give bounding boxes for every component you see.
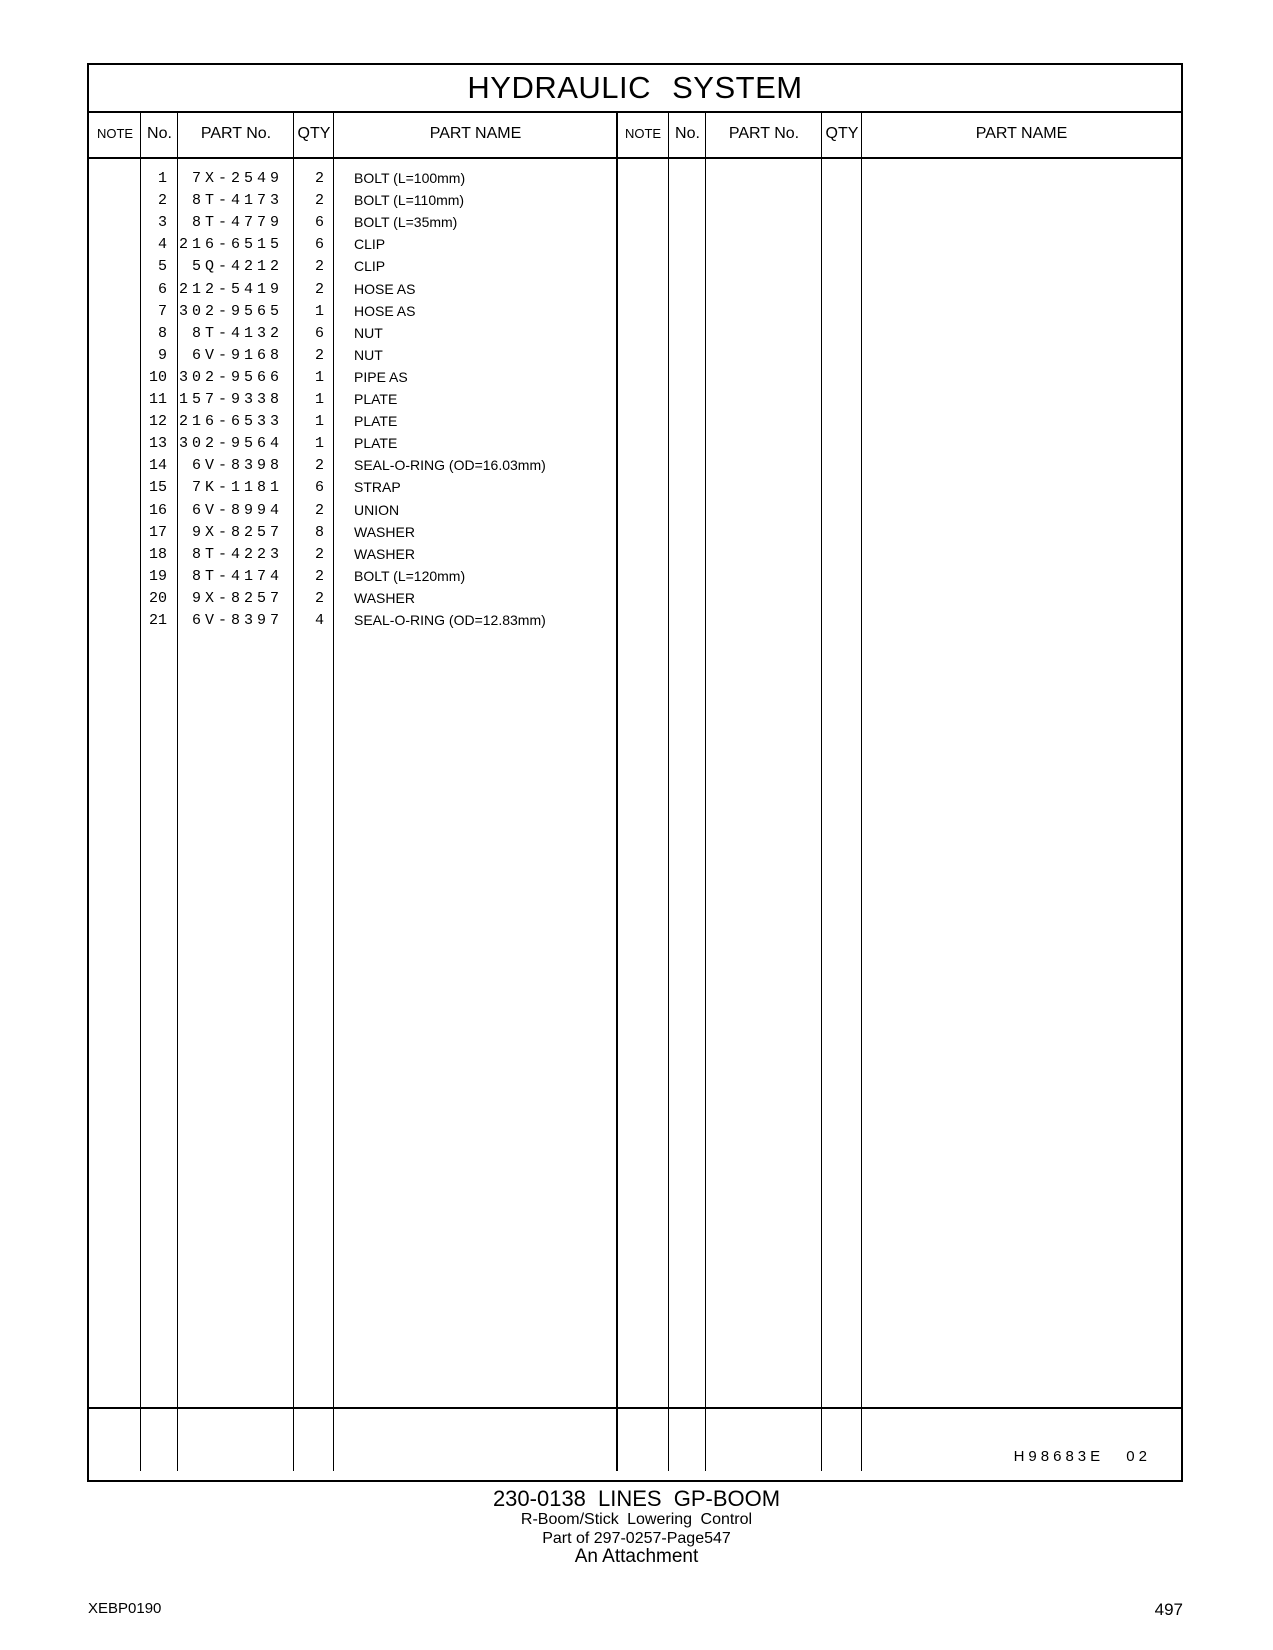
- part-name: WASHER: [354, 523, 415, 540]
- table-row: [89, 344, 1181, 367]
- quantity: 6: [314, 236, 324, 254]
- table-row: [89, 432, 1181, 455]
- part-name: WASHER: [354, 589, 415, 606]
- part-name: NUT: [354, 346, 383, 363]
- quantity: 2: [314, 258, 324, 276]
- header-note-left: NOTE: [96, 126, 134, 141]
- item-number: 14: [148, 457, 167, 475]
- quantity: 2: [314, 280, 324, 298]
- header-part-no-right: PART No.: [728, 125, 800, 142]
- part-number: 302-9566: [179, 368, 284, 386]
- part-name: HOSE AS: [354, 302, 416, 319]
- header-part-no-left: PART No.: [200, 125, 272, 142]
- part-number: 5Q-4212: [191, 258, 283, 276]
- part-number: 8T-4173: [191, 192, 283, 210]
- part-number: 302-9564: [179, 435, 284, 453]
- part-name: PIPE AS: [354, 368, 408, 385]
- table-row: [89, 255, 1181, 278]
- part-number: 216-6515: [179, 236, 284, 254]
- item-number: 15: [148, 479, 167, 497]
- header-part-name-left: PART NAME: [429, 125, 522, 142]
- quantity: 1: [314, 302, 324, 320]
- part-name: UNION: [354, 501, 400, 518]
- table-row: [89, 499, 1181, 522]
- table-bottom-rule: [89, 1407, 1181, 1409]
- part-number: 8T-4174: [191, 567, 283, 585]
- item-number: 16: [148, 501, 167, 519]
- table-row: [89, 410, 1181, 433]
- part-name: BOLT (L=120mm): [354, 567, 466, 584]
- header-part-name-right: PART NAME: [975, 125, 1068, 142]
- item-number: 21: [148, 612, 167, 629]
- item-number: 1: [157, 170, 167, 187]
- part-number: 7K-1181: [191, 479, 283, 497]
- item-number: 6: [157, 280, 167, 298]
- item-number: 5: [157, 258, 167, 276]
- item-number: 2: [157, 192, 167, 210]
- part-name: CLIP: [354, 236, 386, 253]
- part-number: 8T-4223: [191, 545, 283, 563]
- part-name: CLIP: [354, 258, 386, 275]
- group-title: 230-0138 LINES GP-BOOM: [492, 1486, 781, 1511]
- quantity: 4: [314, 612, 324, 629]
- group-reference: Part of 297-0257-Page547: [542, 1530, 731, 1547]
- quantity: 1: [314, 413, 324, 431]
- table-row: [89, 278, 1181, 301]
- header-no-right: No.: [675, 125, 700, 142]
- quantity: 6: [314, 479, 324, 497]
- part-name: HOSE AS: [354, 280, 416, 297]
- header-no-left: No.: [147, 125, 172, 142]
- part-number: 9X-8257: [191, 523, 283, 541]
- table-row: [89, 233, 1181, 256]
- drawing-code: H98683E 02: [1013, 1448, 1151, 1465]
- table-row: [89, 322, 1181, 345]
- table-header: [89, 111, 1181, 159]
- quantity: 2: [314, 192, 324, 210]
- part-name: PLATE: [354, 391, 398, 407]
- item-number: 11: [148, 391, 167, 408]
- part-name: STRAP: [354, 479, 401, 496]
- page-title: HYDRAULIC SYSTEM: [89, 65, 1181, 113]
- part-name: BOLT (L=110mm): [354, 192, 465, 209]
- part-number: 6V-8994: [191, 501, 283, 519]
- group-attachment: An Attachment: [574, 1546, 699, 1567]
- quantity: 1: [314, 391, 324, 408]
- document-id: XEBP0190: [88, 1600, 162, 1617]
- parts-table: [87, 63, 1183, 1482]
- quantity: 2: [314, 170, 324, 187]
- table-row: [89, 167, 1181, 190]
- part-number: 6V-8397: [191, 612, 283, 629]
- item-number: 12: [148, 413, 167, 431]
- part-number: 302-9565: [179, 302, 284, 320]
- part-number: 6V-9168: [191, 346, 283, 364]
- quantity: 8: [314, 523, 324, 541]
- table-row: [89, 366, 1181, 389]
- table-row: [89, 388, 1181, 411]
- table-row: [89, 454, 1181, 477]
- item-number: 20: [148, 589, 167, 607]
- header-qty-right: QTY: [825, 125, 859, 142]
- table-row: [89, 189, 1181, 212]
- item-number: 3: [157, 214, 167, 232]
- item-number: 9: [157, 346, 167, 364]
- quantity: 2: [314, 545, 324, 563]
- part-name: PLATE: [354, 435, 398, 452]
- table-row: [89, 521, 1181, 544]
- page-number: 497: [1154, 1600, 1183, 1619]
- part-name: SEAL-O-RING (OD=16.03mm): [354, 457, 546, 474]
- quantity: 2: [314, 346, 324, 364]
- table-row: [89, 609, 1181, 632]
- part-number: 216-6533: [179, 413, 284, 431]
- quantity: 2: [314, 501, 324, 519]
- part-number: 212-5419: [179, 280, 284, 298]
- header-note-right: NOTE: [624, 126, 662, 141]
- quantity: 1: [314, 368, 324, 386]
- group-subtitle: R-Boom/Stick Lowering Control: [520, 1511, 753, 1528]
- table-row: [89, 476, 1181, 499]
- table-row: [89, 211, 1181, 234]
- part-name: BOLT (L=35mm): [354, 214, 458, 231]
- part-name: PLATE: [354, 413, 398, 430]
- table-row: [89, 300, 1181, 323]
- item-number: 7: [157, 302, 167, 320]
- item-number: 18: [148, 545, 167, 563]
- item-number: 13: [148, 435, 167, 453]
- table-row: [89, 587, 1181, 610]
- item-number: 4: [157, 236, 167, 254]
- part-number: 6V-8398: [191, 457, 283, 475]
- item-number: 17: [148, 523, 167, 541]
- part-name: BOLT (L=100mm): [354, 170, 466, 186]
- quantity: 2: [314, 457, 324, 475]
- quantity: 6: [314, 214, 324, 232]
- table-row: [89, 565, 1181, 588]
- part-number: 7X-2549: [191, 170, 283, 187]
- quantity: 1: [314, 435, 324, 453]
- part-name: SEAL-O-RING (OD=12.83mm): [354, 612, 546, 628]
- item-number: 8: [157, 324, 167, 342]
- part-name: WASHER: [354, 545, 415, 562]
- part-number: 8T-4779: [191, 214, 283, 232]
- part-number: 9X-8257: [191, 589, 283, 607]
- part-number: 8T-4132: [191, 324, 283, 342]
- header-qty-left: QTY: [297, 125, 331, 142]
- quantity: 6: [314, 324, 324, 342]
- item-number: 19: [148, 567, 167, 585]
- quantity: 2: [314, 589, 324, 607]
- quantity: 2: [314, 567, 324, 585]
- part-number: 157-9338: [179, 391, 284, 408]
- part-name: NUT: [354, 324, 383, 341]
- item-number: 10: [148, 368, 167, 386]
- table-row: [89, 543, 1181, 566]
